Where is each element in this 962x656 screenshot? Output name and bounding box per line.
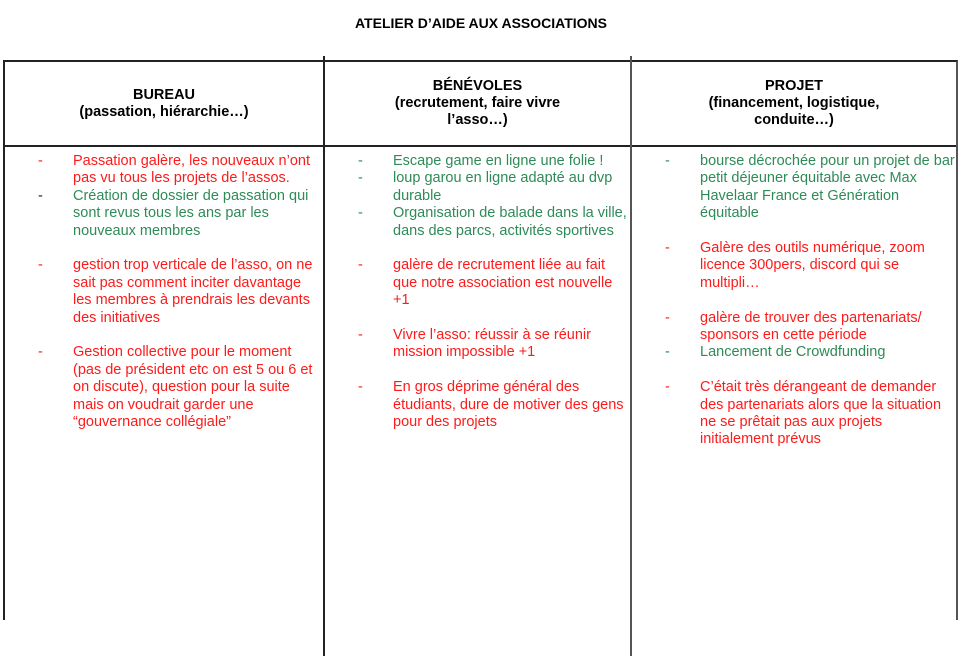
column-divider (323, 56, 325, 656)
column-subheading: (financement, logistique, conduite…) (708, 95, 880, 128)
list-item (358, 153, 630, 170)
list-item-text: Lancement de Crowdfunding (700, 344, 886, 361)
column-heading: BÉNÉVOLES (432, 78, 523, 94)
bullet-dash-icon: - (665, 240, 670, 257)
list-item-text: Gestion collective pour le moment (pas de président etc on est 5 ou 6 et on discute), question pour la suite mais on voudrait garder une “gouvernance collégiale” (73, 344, 313, 431)
list-item-text: Passation galère, les nouveaux n’ont pas vu tous les projets de l’assos. (73, 153, 310, 187)
list-item (665, 344, 955, 361)
body-cell-bureau (38, 153, 320, 431)
bullet-dash-icon: - (38, 257, 43, 274)
list-item (38, 153, 320, 188)
list-item (358, 170, 630, 205)
list-item-text: galère de trouver des partenariats/ sponsors en cette période (700, 309, 922, 344)
bullet-dash-icon: - (358, 257, 363, 274)
bullet-dash-icon: - (38, 187, 43, 204)
list-item-text: bourse décrochée pour un projet de bar petit déjeuner équitable avec Max Havelaar France et Génération équitable (700, 153, 955, 222)
list-item-text: gestion trop verticale de l’asso, on ne sait pas comment inciter davantage les membres à prendrais les devants des initiatives (73, 257, 313, 326)
list-item-text: galère de recrutement liée au fait que notre association est nouvelle +1 (393, 257, 613, 309)
bullet-dash-icon: - (358, 379, 363, 396)
list-item-text: C’était très dérangeant de demander des partenariats alors que la situation ne se prêtait pas aux projets initialement prévus (700, 379, 942, 448)
list-item (665, 310, 955, 345)
list-item-text: Création de dossier de passation qui sont revus tous les ans par les nouveaux membres (73, 187, 309, 239)
list-item-text: Organisation de balade dans la ville, dans des parcs, activités sportives (393, 205, 627, 239)
list-item (358, 205, 630, 240)
column-subheading: (recrutement, faire vivre l’asso…) (394, 95, 561, 128)
bullet-dash-icon: - (665, 309, 670, 326)
list-item (358, 257, 630, 309)
bullet-dash-icon: - (358, 205, 363, 222)
list-item (665, 153, 955, 223)
bullet-dash-icon: - (665, 153, 670, 169)
list-item-text: Vivre l’asso: réussir à se réunir mission impossible +1 (393, 327, 591, 361)
list-item (665, 379, 955, 449)
bullet-dash-icon: - (665, 379, 670, 396)
column-subheading: (passation, hiérarchie…) (79, 103, 249, 120)
list-item (358, 379, 630, 431)
table-header-row (5, 62, 956, 147)
column-heading: PROJET (764, 78, 823, 94)
header-cell-benevoles (325, 62, 630, 145)
list-item-text: Escape game en ligne une folie ! (393, 153, 604, 169)
document-title: ATELIER D’AIDE AUX ASSOCIATIONS (354, 15, 607, 31)
list-item (665, 240, 955, 292)
list-item (38, 188, 320, 240)
column-heading: BUREAU (132, 86, 196, 103)
list-item-text: loup garou en ligne adapté au dvp durable (393, 170, 613, 204)
list-item (358, 327, 630, 362)
header-cell-projet (632, 62, 956, 145)
bullet-dash-icon: - (358, 153, 363, 169)
body-cell-benevoles (358, 153, 630, 431)
list-item-text: En gros déprime général des étudiants, dure de motiver des gens pour des projets (393, 379, 624, 431)
bullet-dash-icon: - (38, 344, 43, 361)
bullet-dash-icon: - (358, 327, 363, 344)
list-item (38, 344, 320, 431)
body-cell-projet (665, 153, 955, 449)
bullet-dash-icon: - (665, 344, 670, 361)
bullet-dash-icon: - (358, 170, 363, 187)
list-item (38, 257, 320, 327)
workshop-table (3, 60, 958, 620)
header-cell-bureau (5, 62, 323, 145)
column-divider (630, 56, 632, 656)
list-item-text: Galère des outils numérique, zoom licence 300pers, discord qui se multipli… (700, 240, 925, 291)
bullet-dash-icon: - (38, 153, 43, 169)
